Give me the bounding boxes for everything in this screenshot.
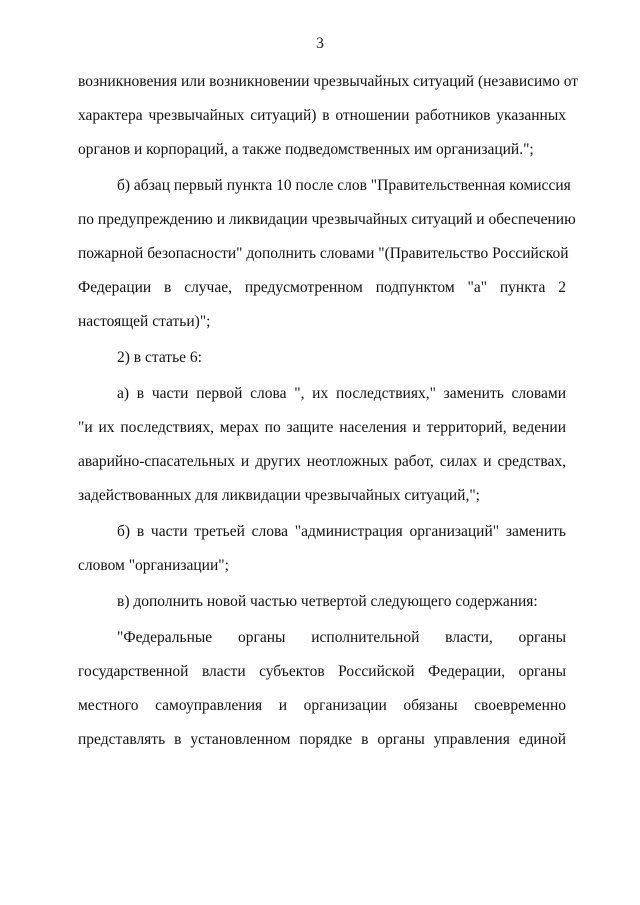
text-line: "Федеральные органы исполнительной власти, органы: [117, 629, 566, 646]
text-line: в) дополнить новой частью четвертой следующего содержания:: [117, 593, 538, 610]
text-line: б) в части третьей слова "администрация организаций" заменить: [117, 523, 566, 540]
text-line: Федерации в случае, предусмотренном подпунктом "а" пункта 2: [78, 279, 566, 296]
text-line: по предупреждению и ликвидации чрезвычайных ситуаций и обеспечению: [78, 211, 576, 228]
text-line: 2) в статье 6:: [117, 349, 202, 366]
text-line: словом "организации";: [78, 557, 229, 574]
text-line: пожарной безопасности" дополнить словами "(Правительство Российской: [78, 245, 569, 262]
text-line: задействованных для ликвидации чрезвычайных ситуаций,";: [78, 487, 480, 504]
page-number: 3: [316, 35, 324, 52]
text-line: настоящей статьи)";: [78, 313, 211, 330]
text-line: государственной власти субъектов Российской Федерации, органы: [78, 663, 566, 680]
text-line: аварийно-спасательных и других неотложных работ, силах и средствах,: [78, 453, 566, 470]
text-line: местного самоуправления и организации обязаны своевременно: [78, 697, 566, 714]
text-line: органов и корпораций, а также подведомственных им организаций.";: [78, 141, 534, 158]
text-line: а) в части первой слова ", их последствиях," заменить словами: [117, 385, 566, 402]
text-line: "и их последствиях, мерах по защите населения и территорий, ведении: [78, 419, 566, 436]
text-line: представлять в установленном порядке в органы управления единой: [78, 731, 566, 748]
text-line: возникновения или возникновении чрезвычайных ситуаций (независимо от: [78, 73, 579, 90]
text-line: б) абзац первый пункта 10 после слов "Правительственная комиссия: [117, 177, 571, 194]
text-line: характера чрезвычайных ситуаций) в отношении работников указанных: [78, 107, 566, 124]
